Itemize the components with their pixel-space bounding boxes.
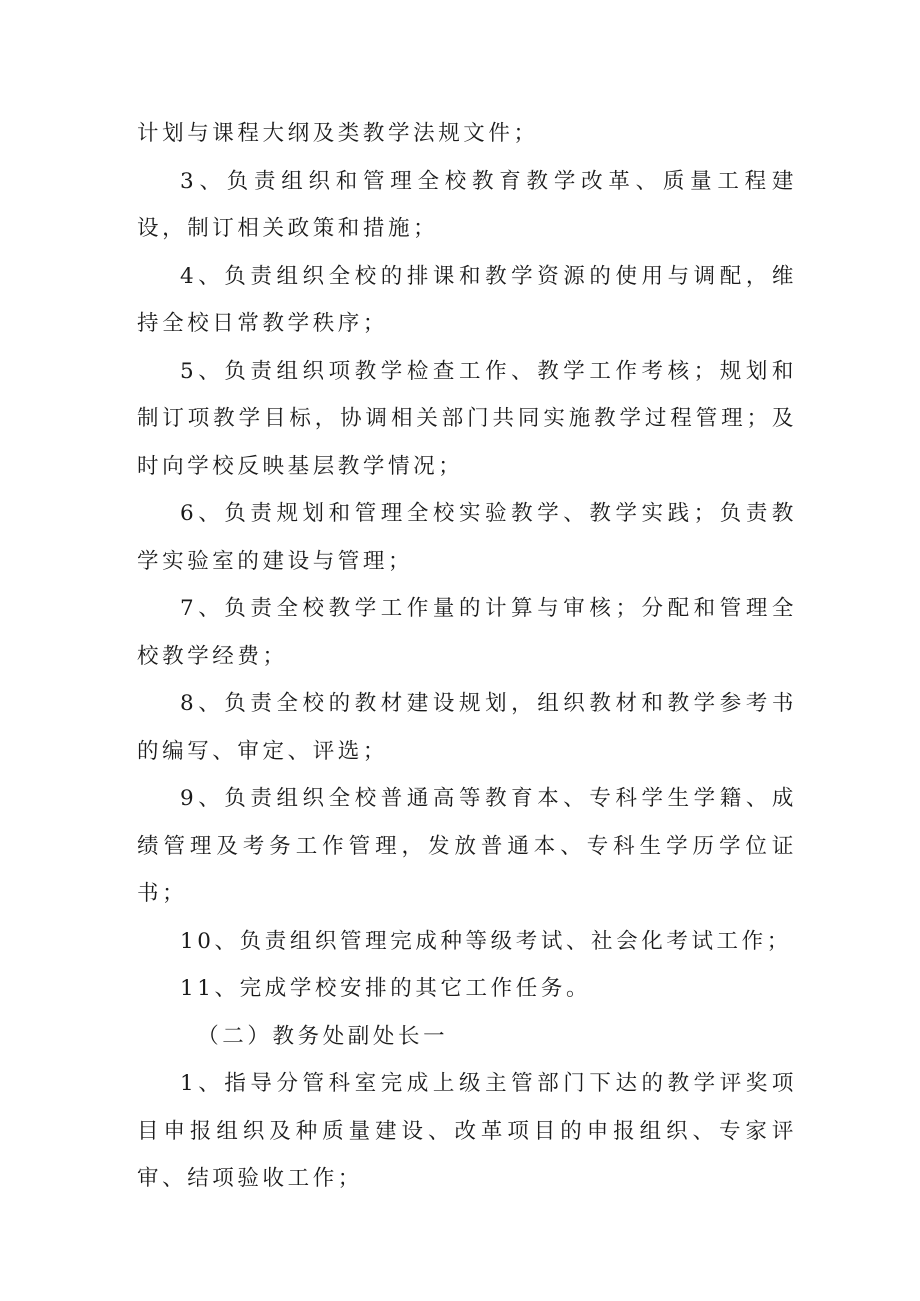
paragraph-item-deputy-1: 1、指导分管科室完成上级主管部门下达的教学评奖项目申报组织及种质量建设、改革项目的申报组织、专家评审、结项验收工作； bbox=[137, 1071, 797, 1191]
paragraph-item-4: 4、负责组织全校的排课和教学资源的使用与调配，维持全校日常教学秩序； bbox=[137, 263, 797, 336]
paragraph-item-7: 7、负责全校教学工作量的计算与审核；分配和管理全校教学经费； bbox=[137, 596, 797, 669]
paragraph-item-11: 11、完成学校安排的其它工作任务。 bbox=[180, 976, 592, 1001]
paragraph-item-5: 5、负责组织项教学检查工作、教学工作考核；规划和制订项教学目标，协调相关部门共同实施教学过程管理；及时向学校反映基层教学情况； bbox=[137, 358, 797, 479]
paragraph-item-9: 9、负责组织全校普通高等教育本、专科学生学籍、成绩管理及考务工作管理，发放普通本、专科生学历学位证书； bbox=[137, 786, 797, 906]
paragraph-item-3: 3、负责组织和管理全校教育教学改革、质量工程建设，制订相关政策和措施； bbox=[137, 168, 797, 241]
paragraph-item-6: 6、负责规划和管理全校实验教学、教学实践；负责教学实验室的建设与管理； bbox=[137, 501, 797, 574]
document-body bbox=[137, 110, 797, 1203]
paragraph-item-10: 10、负责组织管理完成种等级考试、社会化考试工作； bbox=[180, 928, 792, 954]
paragraph-item-8: 8、负责全校的教材建设规划，组织教材和教学参考书的编写、审定、评选； bbox=[137, 691, 797, 764]
paragraph-continuation: 计划与课程大纲及类教学法规文件； bbox=[137, 121, 539, 146]
section-heading: （二）教务处副处长一 bbox=[197, 1023, 449, 1049]
